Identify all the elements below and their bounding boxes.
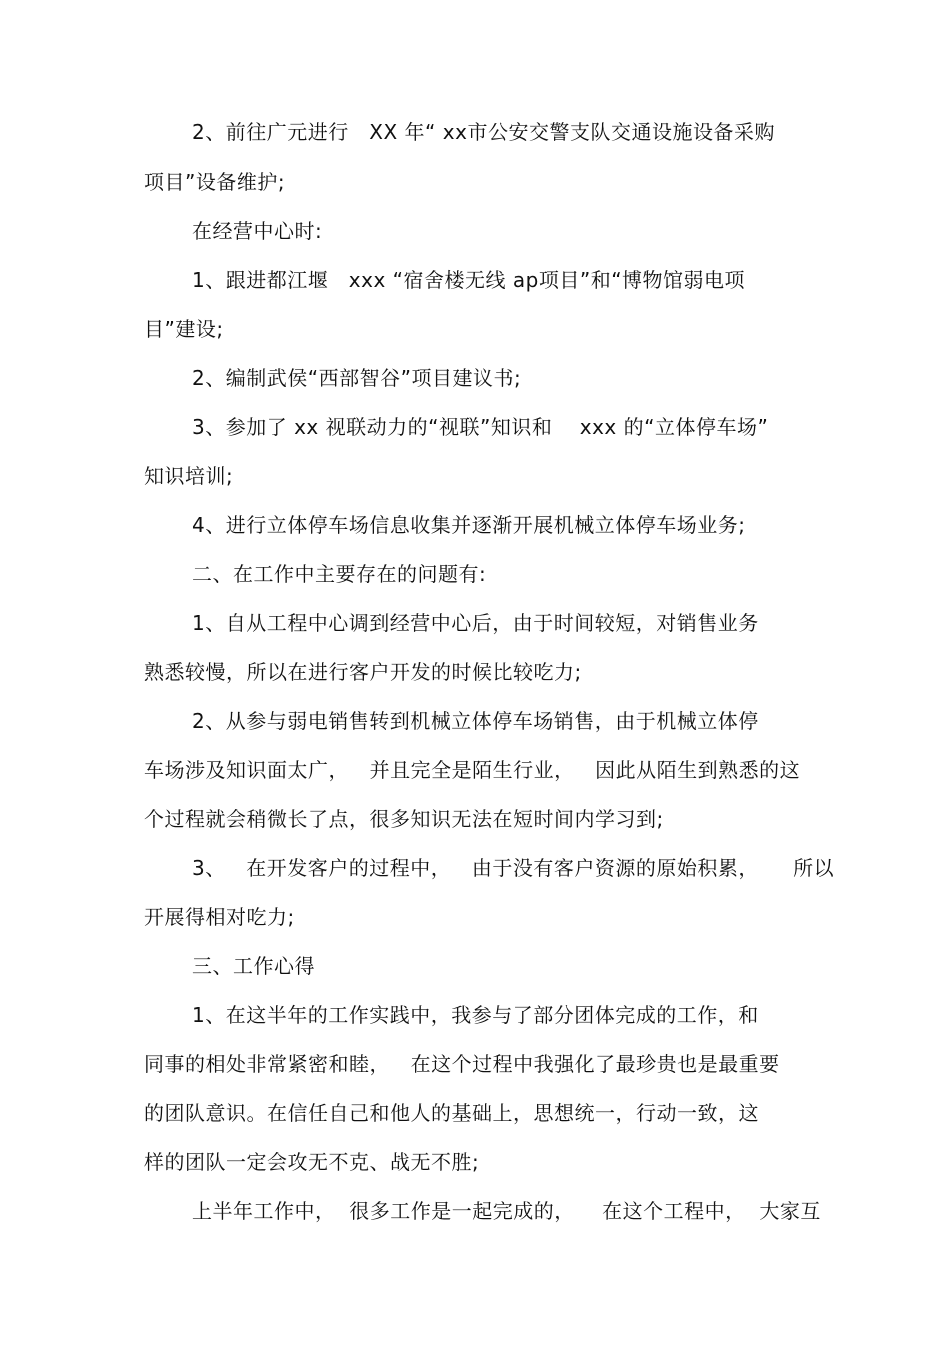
text-line: 项目”设备维护; <box>144 170 286 194</box>
text-line: 1、跟进都江堰 xxx “宿舍楼无线 ap项目”和“博物馆弱电项 <box>192 268 746 292</box>
text-line: 1、在这半年的工作实践中，我参与了部分团体完成的工作，和 <box>192 1003 759 1027</box>
text-line: 1、自从工程中心调到经营中心后，由于时间较短，对销售业务 <box>192 611 759 635</box>
text-line: 目”建设; <box>144 317 224 341</box>
section-heading: 三、工作心得 <box>192 954 315 978</box>
text-line: 上半年工作中， 很多工作是一起完成的， 在这个工程中， 大家互 <box>192 1199 821 1223</box>
text-line: 2、前往广元进行 XX 年“ xx市公安交警支队交通设施设备采购 <box>192 120 775 144</box>
text-line: 3、参加了 xx 视联动力的“视联”知识和 xxx 的“立体停车场” <box>192 415 769 439</box>
text-line: 同事的相处非常紧密和睦， 在这个过程中我强化了最珍贵也是最重要 <box>144 1052 780 1076</box>
text-line: 开展得相对吃力; <box>144 905 295 929</box>
text-line: 知识培训; <box>144 464 234 488</box>
text-line: 车场涉及知识面太广， 并且完全是陌生行业， 因此从陌生到熟悉的这 <box>144 758 801 782</box>
text-line: 2、编制武侯“西部智谷”项目建议书; <box>192 366 522 390</box>
text-line: 样的团队一定会攻无不克、战无不胜; <box>144 1150 480 1174</box>
text-line: 的团队意识。在信任自己和他人的基础上，思想统一，行动一致，这 <box>144 1101 759 1125</box>
text-line: 熟悉较慢，所以在进行客户开发的时候比较吃力; <box>144 660 582 684</box>
text-line: 个过程就会稍微长了点，很多知识无法在短时间内学习到; <box>144 807 664 831</box>
section-heading: 二、在工作中主要存在的问题有: <box>192 562 487 586</box>
text-line: 4、进行立体停车场信息收集并逐渐开展机械立体停车场业务; <box>192 513 746 537</box>
text-line: 2、从参与弱电销售转到机械立体停车场销售，由于机械立体停 <box>192 709 759 733</box>
text-line: 3、 在开发客户的过程中， 由于没有客户资源的原始积累， 所以 <box>192 856 835 880</box>
text-line: 在经营中心时: <box>192 219 323 243</box>
